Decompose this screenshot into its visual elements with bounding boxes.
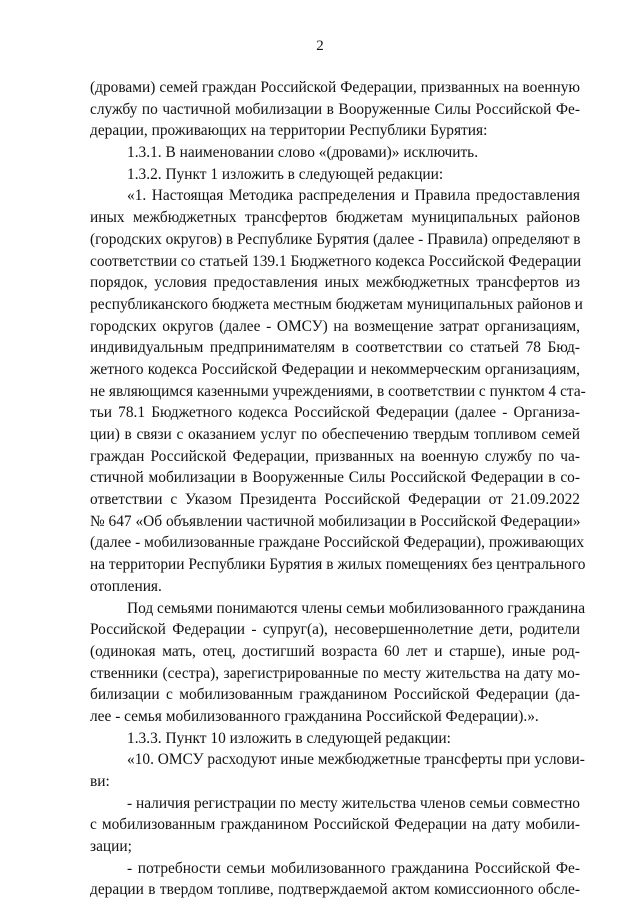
- paragraph-line: ственники (сестра), зарегистрированные по месту жительства на дату мо-: [90, 664, 580, 682]
- paragraph: [90, 142, 580, 164]
- paragraph-line: тьи 78.1 Бюджетного кодекса Российской Федерации (далее - Организа-: [90, 404, 580, 422]
- document-body: [90, 77, 586, 901]
- paragraph-line: Российской Федерации - супруг(а), несовершеннолетние дети, родители: [90, 621, 580, 639]
- paragraph-line: индивидуальным предпринимателям в соответствии со статьей 78 Бюд-: [90, 339, 580, 357]
- paragraph-line: на территории Республики Бурятия в жилых помещениях без центрального: [90, 556, 586, 574]
- paragraph: [90, 185, 586, 597]
- paragraph-line: службу по частичной мобилизации в Вооруженные Силы Российской Фе-: [90, 100, 580, 118]
- paragraph-line: дерации в твердом топливе, подтверждаемой актом комиссионного обсле-: [90, 881, 580, 899]
- paragraph-line: - наличия регистрации по месту жительства членов семьи совместно: [127, 794, 580, 812]
- paragraph-line: граждан Российской Федерации, призванных на военную службу по ча-: [90, 447, 580, 465]
- paragraph-line: ции) в связи с оказанием услуг по обеспечению твердым топливом семей: [90, 426, 580, 443]
- paragraph-line: 1.3.2. Пункт 1 изложить в следующей редакции:: [127, 165, 444, 183]
- paragraph-line: дерации, проживающих на территории Республики Бурятия:: [90, 122, 488, 140]
- paragraph: [90, 793, 580, 858]
- paragraph-line: (дровами) семей граждан Российской Федерации, призванных на военную: [90, 79, 580, 96]
- paragraph-line: лее - семья мобилизованного гражданина Российской Федерации).».: [90, 707, 539, 725]
- paragraph-line: иных межбюджетных трансфертов бюджетам муниципальных районов: [90, 209, 580, 227]
- paragraph-line: 1.3.1. В наименовании слово «(дровами)» исключить.: [127, 144, 479, 162]
- paragraph-line: билизации с мобилизованным гражданином Российской Федерации (да-: [90, 686, 580, 704]
- paragraph-line: жетного кодекса Российской Федерации и некоммерческим организациям,: [90, 360, 580, 378]
- paragraph: [90, 164, 580, 186]
- paragraph-line: - потребности семьи мобилизованного гражданина Российской Фе-: [127, 859, 580, 877]
- paragraph-line: «1. Настоящая Методика распределения и Правила предоставления: [127, 187, 580, 205]
- paragraph-line: «10. ОМСУ расходуют иные межбюджетные трансферты при услови-: [127, 751, 585, 769]
- paragraph-line: зации;: [90, 838, 132, 856]
- paragraph-line: № 647 «Об объявлении частичной мобилизации в Российской Федерации»: [90, 512, 581, 530]
- paragraph-line: не являющимся казенными учреждениями, в соответствии с пунктом 4 ста-: [90, 382, 586, 400]
- paragraph: [90, 598, 586, 728]
- paragraph-line: (одинокая мать, отец, достигший возраста 60 лет и старше), иные род-: [90, 642, 580, 660]
- paragraph-line: порядок, условия предоставления иных межбюджетных трансфертов из: [90, 274, 580, 292]
- paragraph: [90, 858, 580, 901]
- paragraph-line: 1.3.3. Пункт 10 изложить в следующей редакции:: [127, 729, 451, 747]
- paragraph-line: соответствии со статьей 139.1 Бюджетного кодекса Российской Федерации: [90, 252, 582, 270]
- paragraph-line: республиканского бюджета местным бюджетам муниципальных районов и: [90, 295, 583, 313]
- paragraph-line: (далее - мобилизованные граждане Российской Федерации), проживающих: [90, 534, 585, 552]
- paragraph-line: ответствии с Указом Президента Российской Федерации от 21.09.2022: [90, 491, 580, 509]
- paragraph-line: Под семьями понимаются члены семьи мобилизованного гражданина: [127, 599, 586, 617]
- paragraph: [90, 77, 580, 142]
- paragraph-line: (городских округов) в Республике Бурятия (далее - Правила) определяют в: [90, 230, 581, 248]
- paragraph: [90, 728, 580, 750]
- paragraph-line: ви:: [90, 773, 110, 790]
- paragraph-line: отопления.: [90, 577, 162, 595]
- paragraph: [90, 749, 585, 792]
- paragraph-line: с мобилизованным гражданином Российской Федерации на дату мобили-: [90, 816, 580, 834]
- page-number: 2: [316, 38, 324, 54]
- paragraph-line: городских округов (далее - ОМСУ) на возмещение затрат организациям,: [90, 317, 580, 335]
- paragraph-line: стичной мобилизации в Вооруженные Силы Российской Федерации в со-: [90, 469, 580, 487]
